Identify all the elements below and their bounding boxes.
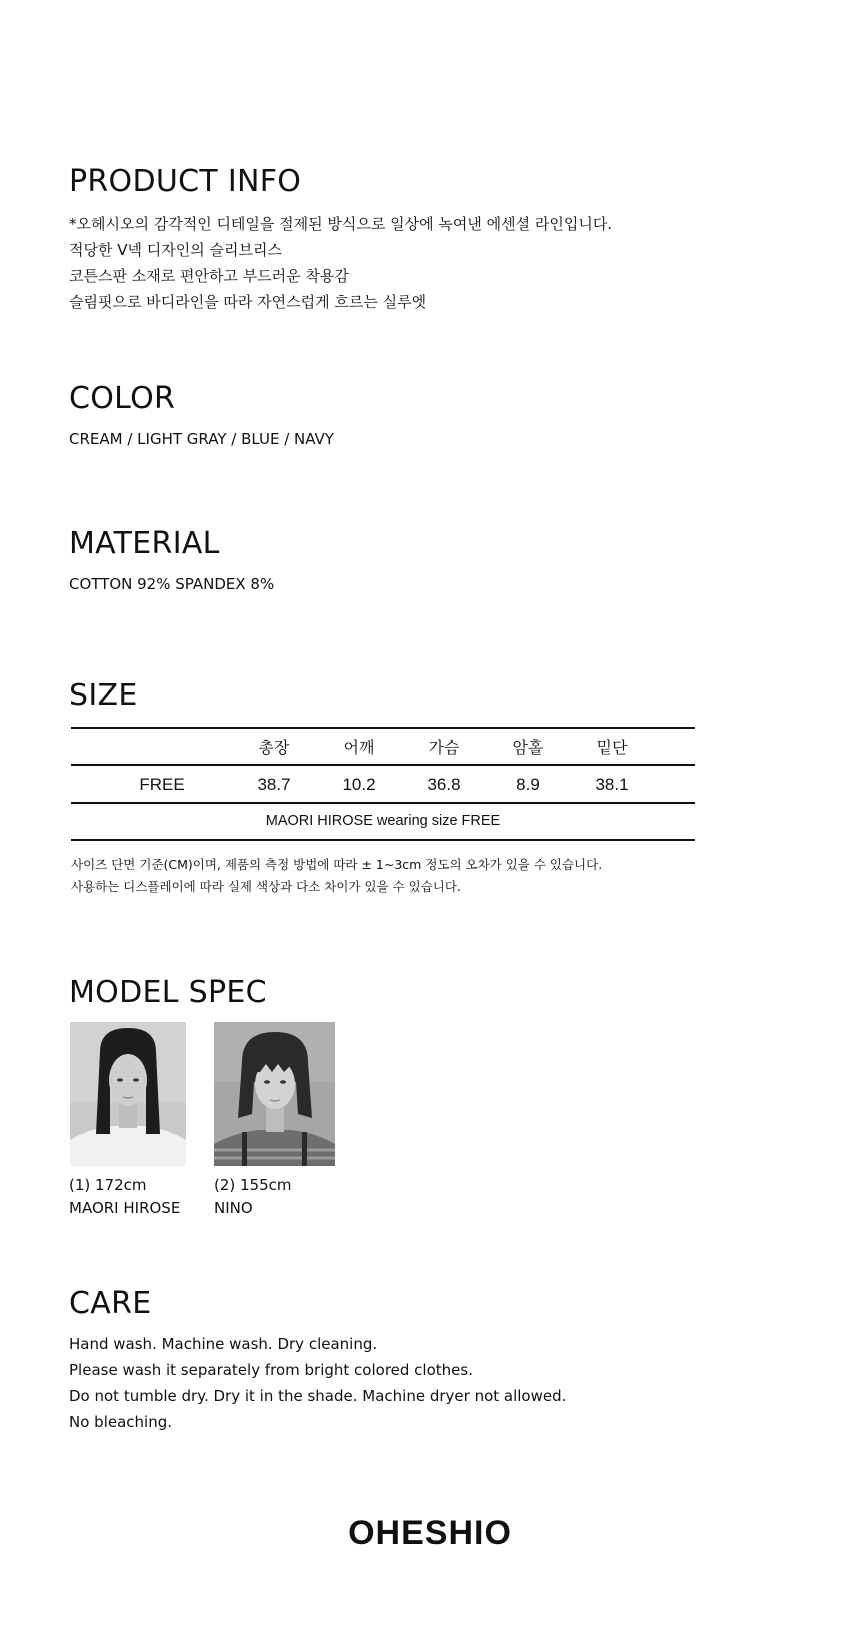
size-header-chest: 가슴 — [428, 738, 460, 757]
size-title: SIZE — [69, 678, 138, 713]
table-rule-header — [71, 764, 695, 766]
product-info-line: 적당한 V넥 디자인의 슬리브리스 — [69, 241, 282, 259]
product-info-line: 슬림핏으로 바디라인을 따라 자연스럽게 흐르는 실루엣 — [69, 293, 427, 311]
table-rule-bottom — [71, 839, 695, 841]
product-info-line: *오헤시오의 감각적인 디테일을 절제된 방식으로 일상에 녹여낸 에센셜 라인입니다. — [69, 215, 613, 233]
size-disclaimer: 사용하는 디스플레이에 따라 실제 색상과 다소 차이가 있을 수 있습니다. — [71, 879, 461, 894]
model-2-name: NINO — [214, 1199, 253, 1217]
care-line: Hand wash. Machine wash. Dry cleaning. — [69, 1335, 378, 1353]
care-title: CARE — [69, 1286, 152, 1321]
color-value: CREAM / LIGHT GRAY / BLUE / NAVY — [69, 430, 334, 448]
model-photo-2 — [214, 1022, 335, 1166]
size-value: 8.9 — [516, 775, 540, 794]
product-info-line: 코튼스판 소재로 편안하고 부드러운 착용감 — [69, 267, 349, 285]
care-line: Do not tumble dry. Dry it in the shade. Machine dryer not allowed. — [69, 1387, 567, 1405]
size-row-label: FREE — [139, 775, 185, 794]
model-1-name: MAORI HIROSE — [69, 1199, 181, 1217]
care-line: No bleaching. — [69, 1413, 172, 1431]
table-rule-top — [71, 727, 695, 729]
size-wearing-note: MAORI HIROSE wearing size FREE — [265, 813, 501, 829]
model-2-height: (2) 155cm — [214, 1176, 292, 1194]
size-header-length: 총장 — [258, 738, 290, 757]
brand-logo: OHESHIO — [348, 1514, 512, 1552]
model-spec-title: MODEL SPEC — [69, 975, 267, 1010]
size-value: 38.7 — [257, 775, 291, 794]
color-title: COLOR — [69, 381, 176, 416]
size-header-armhole: 암홀 — [512, 738, 544, 757]
size-header-shoulder: 어깨 — [343, 738, 375, 757]
size-header-hem: 밑단 — [596, 738, 628, 757]
size-value: 36.8 — [427, 775, 461, 794]
product-info-title: PRODUCT INFO — [69, 164, 302, 199]
size-value: 38.1 — [595, 775, 629, 794]
material-title: MATERIAL — [69, 526, 220, 561]
model-photo-1 — [70, 1022, 186, 1166]
material-value: COTTON 92% SPANDEX 8% — [69, 575, 275, 593]
care-line: Please wash it separately from bright colored clothes. — [69, 1361, 473, 1379]
size-disclaimer: 사이즈 단면 기준(CM)이며, 제품의 측정 방법에 따라 ± 1~3cm 정도의 오차가 있을 수 있습니다. — [71, 857, 603, 872]
table-rule-row — [71, 802, 695, 804]
model-1-height: (1) 172cm — [69, 1176, 147, 1194]
size-value: 10.2 — [342, 775, 376, 794]
